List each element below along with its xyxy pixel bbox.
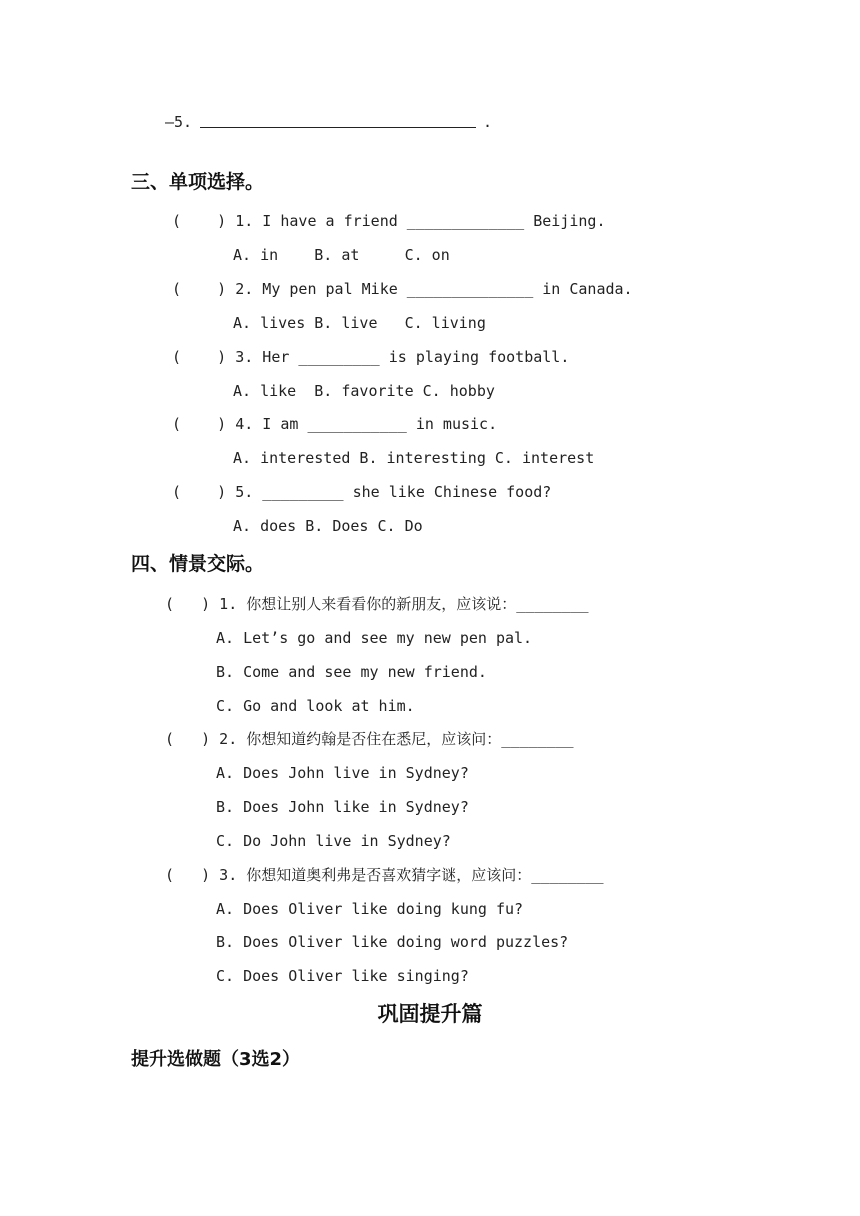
q5-prefix: —5. <box>165 113 193 131</box>
s4-q1-option-c: C. Go and look at him. <box>216 697 415 715</box>
advanced-subheading: 提升选做题（3选2） <box>131 1049 301 1070</box>
section3-heading: 三、单项选择。 <box>131 171 265 193</box>
s3-q3-stem: ( ) 3. Her _________ is playing football. <box>172 348 570 366</box>
s4-q3-option-b: B. Does Oliver like doing word puzzles? <box>216 933 569 951</box>
s4-q1-option-a: A. Let’s go and see my new pen pal. <box>216 629 533 647</box>
s3-q3-options: A. like B. favorite C. hobby <box>233 382 495 400</box>
advanced-title: 巩固提升篇 <box>377 1002 483 1026</box>
s4-q3-option-a: A. Does Oliver like doing kung fu? <box>216 900 524 918</box>
s4-q1-option-b: B. Come and see my new friend. <box>216 663 487 681</box>
s4-q2-option-c: C. Do John live in Sydney? <box>216 832 451 850</box>
s3-q4-stem: ( ) 4. I am ___________ in music. <box>172 415 498 433</box>
s4-q2-option-a: A. Does John live in Sydney? <box>216 764 469 782</box>
s4-q3-option-c: C. Does Oliver like singing? <box>216 967 469 985</box>
s4-q3-stem: ( ) 3. 你想知道奥利弗是否喜欢猜字谜，应该问：________ <box>165 866 604 884</box>
q5-suffix: . <box>483 113 493 131</box>
s3-q2-options: A. lives B. live C. living <box>233 314 486 332</box>
s4-q2-option-b: B. Does John like in Sydney? <box>216 798 469 816</box>
s3-q2-stem: ( ) 2. My pen pal Mike ______________ in Canada. <box>172 280 633 298</box>
s3-q1-options: A. in B. at C. on <box>233 246 450 264</box>
section4-heading: 四、情景交际。 <box>131 553 265 575</box>
s3-q5-options: A. does B. Does C. Do <box>233 517 423 535</box>
s3-q5-stem: ( ) 5. _________ she like Chinese food? <box>172 483 552 501</box>
q5-answer-blank <box>200 127 476 128</box>
s4-q2-stem: ( ) 2. 你想知道约翰是否住在悉尼，应该问：________ <box>165 730 574 748</box>
s3-q1-stem: ( ) 1. I have a friend _____________ Beijing. <box>172 212 606 230</box>
s4-q1-stem: ( ) 1. 你想让别人来看看你的新朋友，应该说：________ <box>165 595 589 613</box>
s3-q4-options: A. interested B. interesting C. interest <box>233 449 595 467</box>
